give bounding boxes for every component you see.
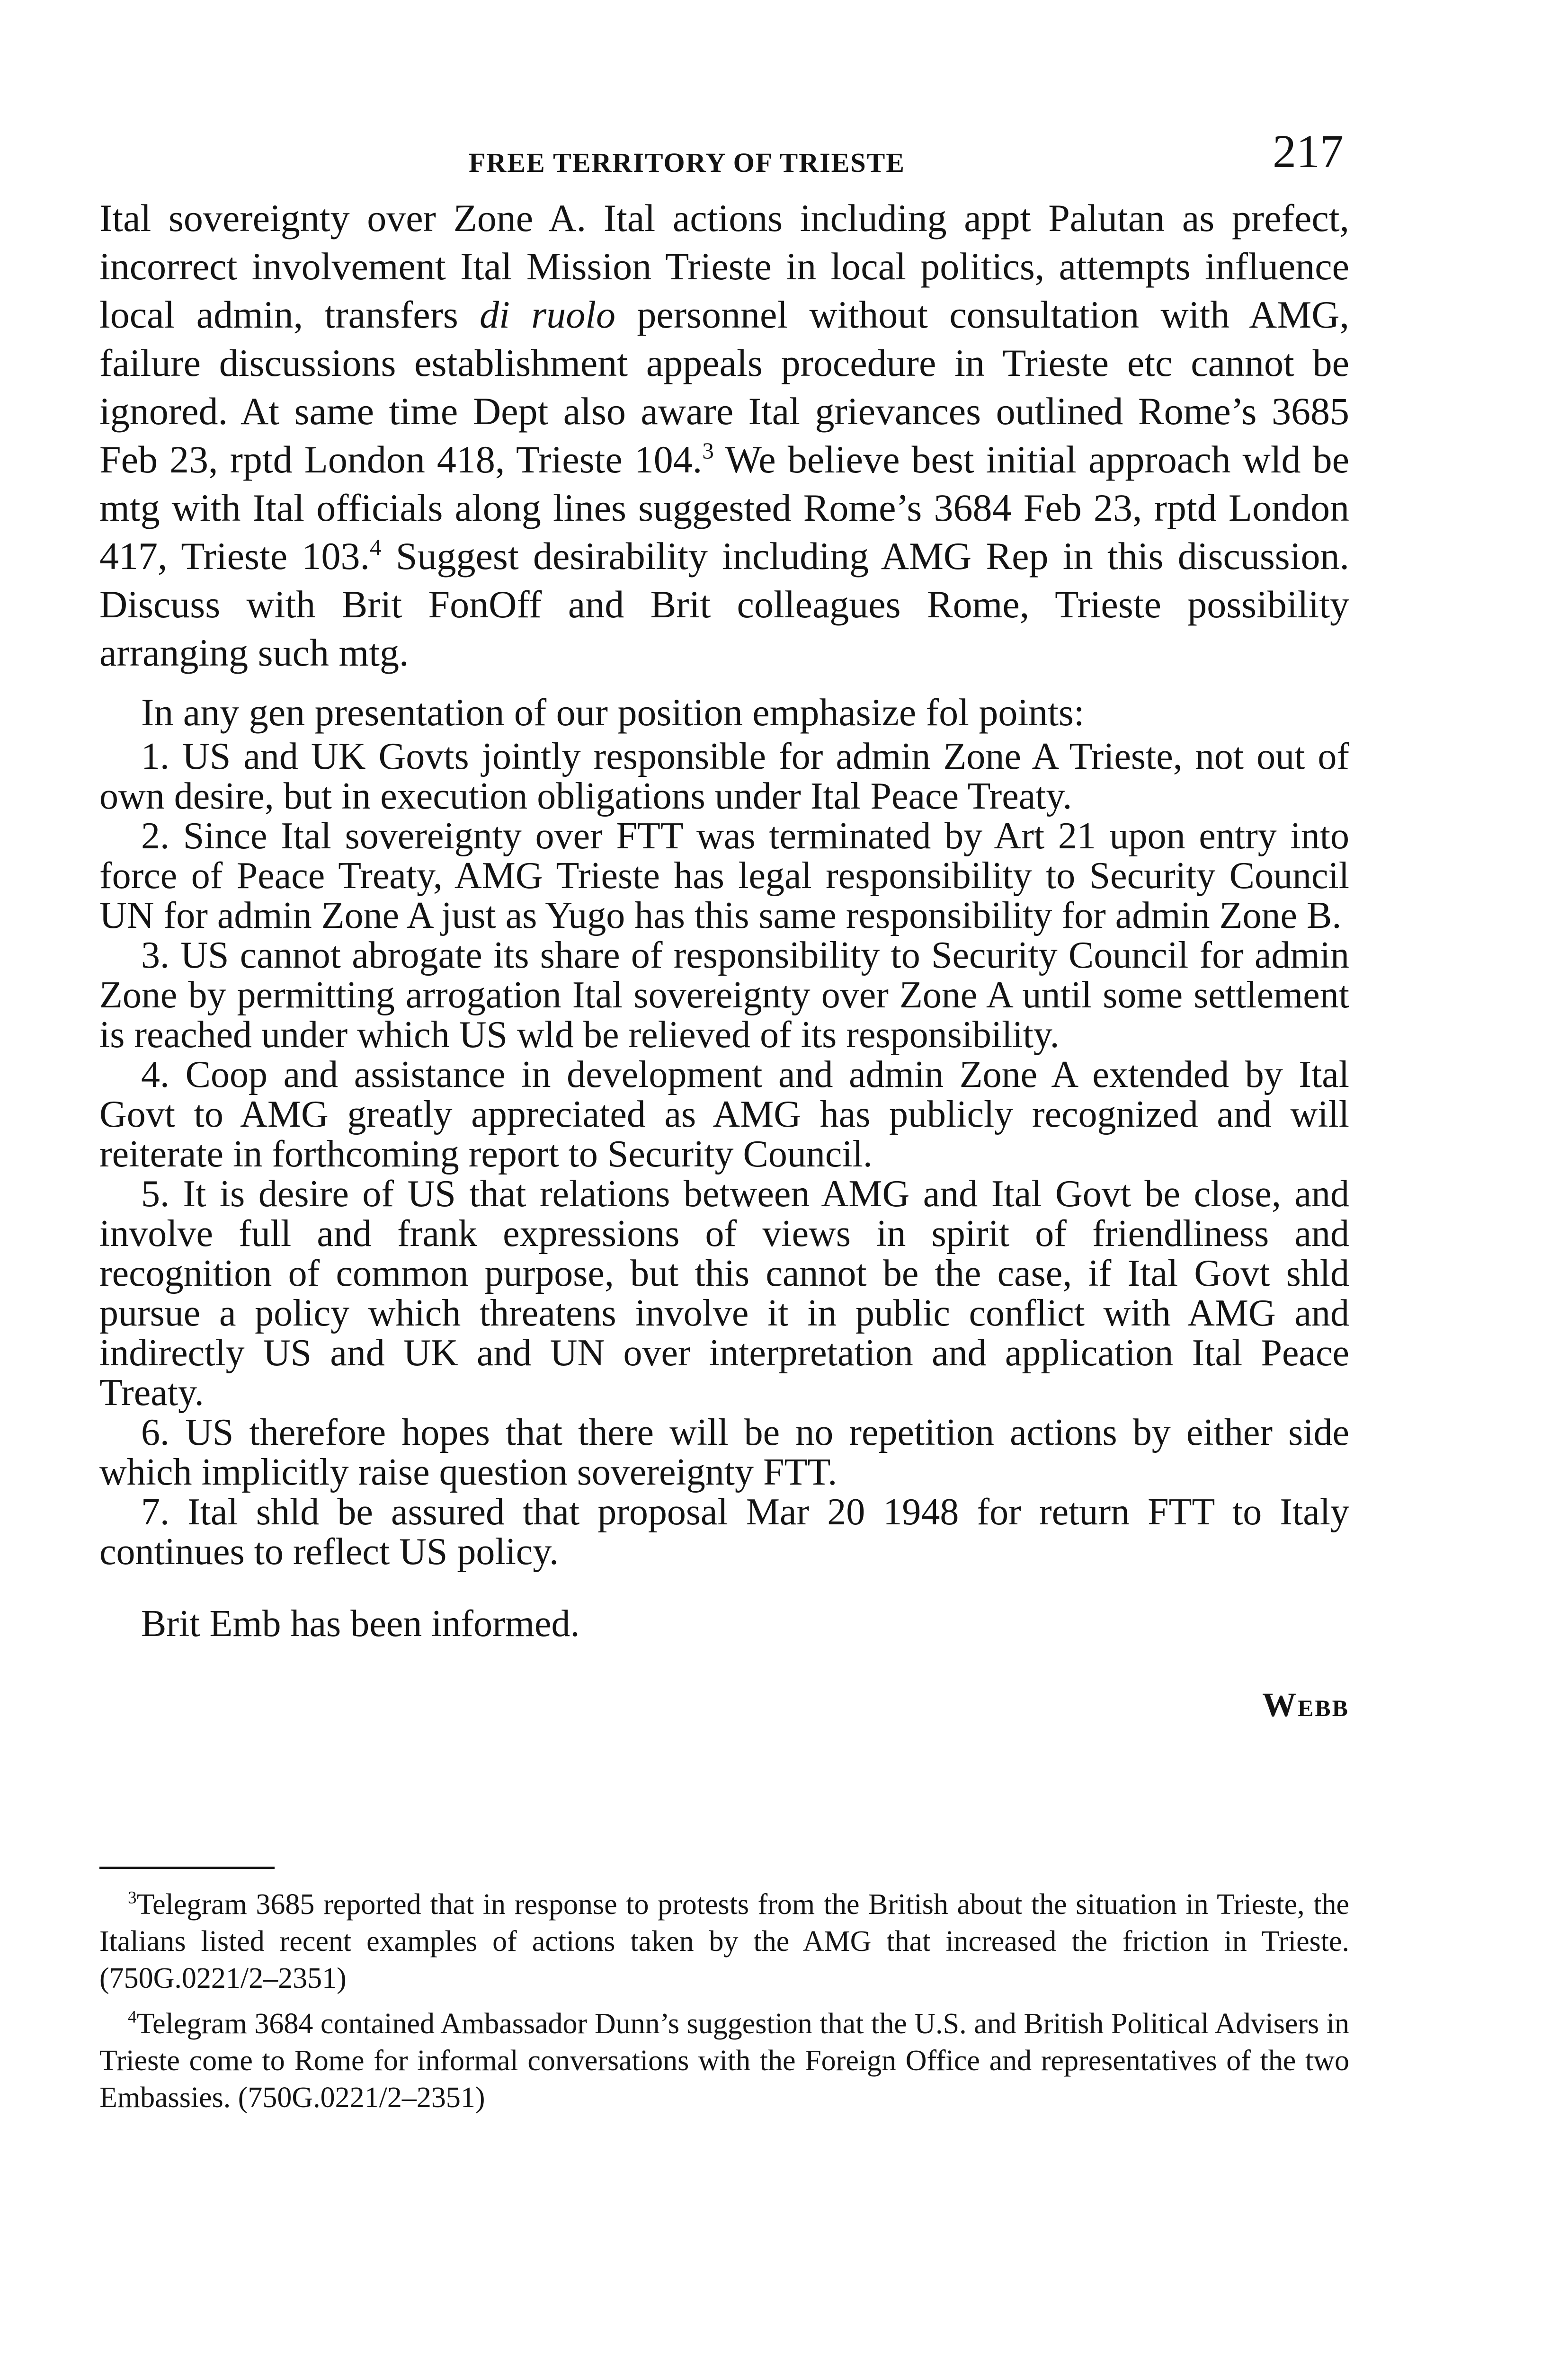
- footnote-3-marker: 3: [128, 1888, 137, 1908]
- footnote-3: [99, 1886, 1349, 1997]
- main-text: [99, 194, 1349, 737]
- point-item-2: 2. Since Ital sovereignty over FTT was terminated by Art 21 upon entry into force of Peace Treaty, AMG Trieste has legal responsibility to Security Council UN for admin Zone A just as Yugo has this same responsibility for admin Zone B.: [99, 815, 1349, 936]
- signature: Webb: [1262, 1686, 1349, 1724]
- point-item-5: 5. It is desire of US that relations between AMG and Ital Govt be close, and involve full and frank expressions of views in spirit of friendliness and recognition of common purpose, but this cannot be the case, if Ital Govt shld pursue a policy which threatens involve it in public conflict with AMG and indirectly US and UK and UN over interpretation and application Ital Peace Treaty.: [99, 1173, 1349, 1414]
- footnote-ref-3: 3: [702, 437, 714, 464]
- point-item-7: 7. Ital shld be assured that proposal Mar 20 1948 for return FTT to Italy continues to reflect US policy.: [99, 1491, 1349, 1573]
- paragraph-intro-points: In any gen presentation of our position emphasize fol points:: [141, 691, 1085, 734]
- footnote-4: [99, 2005, 1349, 2116]
- footnotes: [99, 1886, 1349, 2116]
- running-header: [99, 118, 1349, 194]
- page-number: 217: [1273, 125, 1344, 178]
- point-item-3: 3. US cannot abrogate its share of responsibility to Security Council for admin Zone by permitting arrogation Ital sovereignty over Zone A until some settlement is reached under which US wld be relieved of its responsibility.: [99, 934, 1349, 1056]
- paragraph-opening-part-a: Ital sovereignty over Zone A. Ital actions including appt Palutan as prefect, incorrect involvement Ital Mission Trieste in local politics, attempts influence local admin, transfers: [99, 196, 1349, 336]
- footnote-4-text: Telegram 3684 contained Ambassador Dunn’s suggestion that the U.S. and British Political Advisers in Trieste come to Rome for informal conversations with the Foreign Office and representatives of the two Embassies. (750G.0221/2–2351): [99, 2008, 1349, 2114]
- footnote-4-marker: 4: [128, 2007, 137, 2027]
- paragraph-opening-part-b: personnel without consultation with AMG, failure discussions establishment appeals procedure in Trieste etc cannot be ignored. At same time Dept also aware Ital grievances outlined Rome’s 3685 Feb 23, rptd London 418, Trieste 104.: [99, 293, 1350, 481]
- closing-line: Brit Emb has been informed.: [141, 1603, 580, 1645]
- paragraph-opening-part-d: Suggest desirability including AMG Rep in this discussion. Discuss with Brit FonOff and Brit colleagues Rome, Trieste possibility arranging such mtg.: [99, 534, 1349, 674]
- italic-term: di ruolo: [480, 293, 615, 336]
- paragraph-opening-part-c: We believe best initial approach wld be mtg with Ital officials along lines suggested Rome’s 3684 Feb 23, rptd London 417, Trieste 103.: [99, 438, 1349, 578]
- paragraph-opening: [99, 194, 1349, 677]
- points-list: [99, 737, 1349, 1572]
- document-page: [99, 118, 1349, 2125]
- point-item-1: 1. US and UK Govts jointly responsible for admin Zone A Trieste, not out of own desire, but in execution obligations under Ital Peace Treaty.: [99, 736, 1349, 817]
- point-item-6: 6. US therefore hopes that there will be no repetition actions by either side which implicitly raise question sovereignty FTT.: [99, 1412, 1349, 1493]
- point-item-4: 4. Coop and assistance in development and admin Zone A extended by Ital Govt to AMG greatly appreciated as AMG has publicly recognized and will reiterate in forthcoming report to Security Council.: [99, 1054, 1349, 1175]
- footnote-3-text: Telegram 3685 reported that in response to protests from the British about the situation in Trieste, the Italians listed recent examples of actions taken by the AMG that increased the friction in Trieste. (750G.0221/2–2351): [99, 1888, 1349, 1994]
- footnote-divider: [99, 1867, 275, 1869]
- footnote-ref-4: 4: [369, 534, 382, 561]
- running-title: FREE TERRITORY OF TRIESTE: [469, 147, 905, 178]
